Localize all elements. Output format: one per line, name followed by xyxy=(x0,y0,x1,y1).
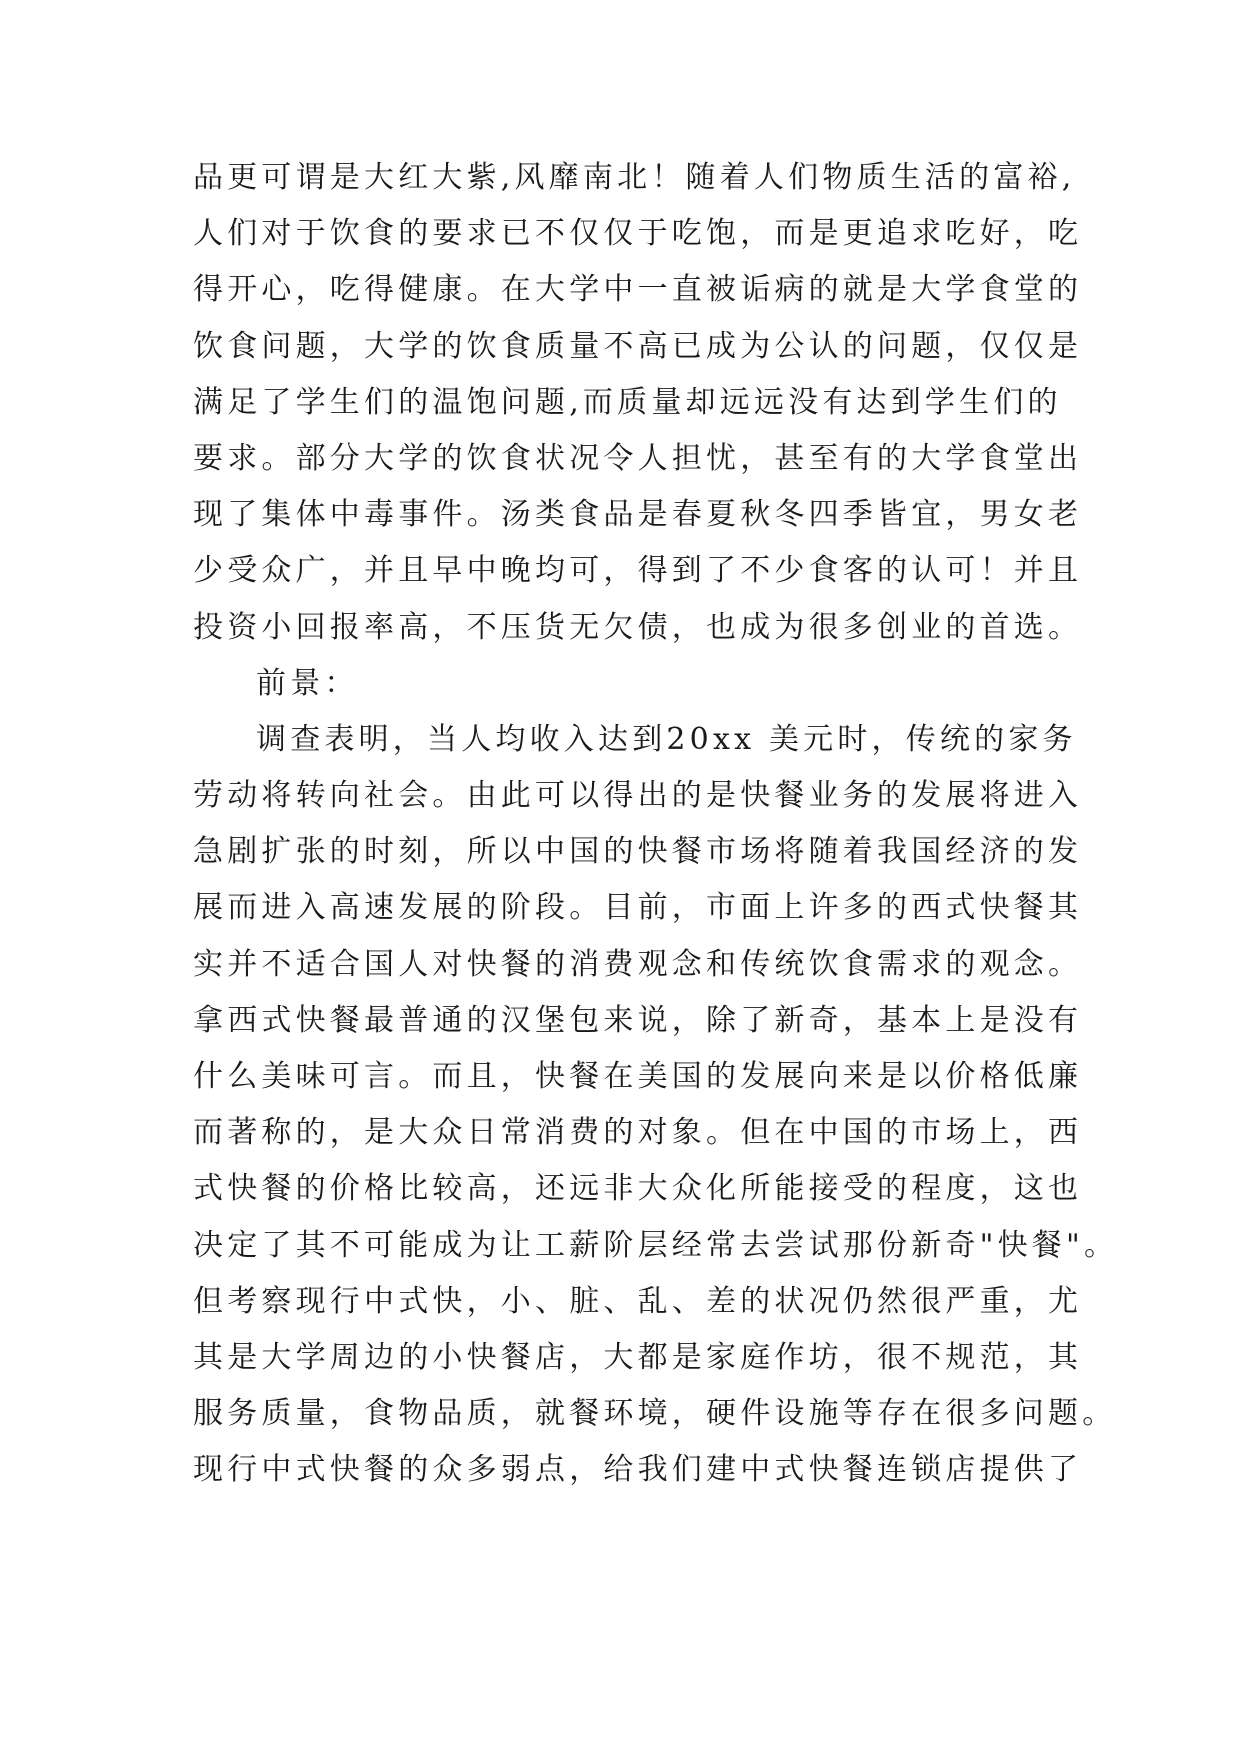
text-line: 前景： xyxy=(256,665,359,701)
text-line: 实并不适合国人对快餐的消费观念和传统饮食需求的观念。 xyxy=(193,946,1083,982)
text-line: 展而进入高速发展的阶段。目前，市面上许多的西式快餐其 xyxy=(193,890,1083,926)
text-line: 拿西式快餐最普通的汉堡包来说，除了新奇，基本上是没有 xyxy=(193,1002,1083,1038)
text-line: 投资小回报率高，不压货无欠债，也成为很多创业的首选。 xyxy=(193,609,1083,645)
text-line: 而著称的，是大众日常消费的对象。但在中国的市场上，西 xyxy=(193,1115,1083,1151)
body-text xyxy=(193,150,1119,1499)
text-line: 现行中式快餐的众多弱点，给我们建中式快餐连锁店提供了 xyxy=(193,1452,1083,1488)
text-line: 品更可谓是大红大紫,风靡南北！随着人们物质生活的富裕, xyxy=(193,160,1076,195)
text-line: 其是大学周边的小快餐店，大都是家庭作坊，很不规范，其 xyxy=(193,1339,1083,1375)
text-line: 但考察现行中式快，小、脏、乱、差的状况仍然很严重，尤 xyxy=(193,1283,1083,1319)
text-line: 决定了其不可能成为让工薪阶层经常去尝试那份新奇"快餐"。 xyxy=(193,1227,1119,1263)
text-line: 调查表明，当人均收入达到20xx 美元时，传统的家务 xyxy=(256,721,1077,757)
text-line: 人们对于饮食的要求已不仅仅于吃饱，而是更追求吃好，吃 xyxy=(193,216,1083,252)
text-line: 急剧扩张的时刻，所以中国的快餐市场将随着我国经济的发 xyxy=(193,834,1083,870)
text-line: 式快餐的价格比较高，还远非大众化所能接受的程度，这也 xyxy=(193,1171,1083,1207)
text-line: 什么美味可言。而且，快餐在美国的发展向来是以价格低廉 xyxy=(193,1059,1083,1094)
text-line: 现了集体中毒事件。汤类食品是春夏秋冬四季皆宜，男女老 xyxy=(193,497,1083,533)
text-line: 少受众广，并且早中晚均可，得到了不少食客的认可！并且 xyxy=(193,553,1083,589)
text-line: 得开心，吃得健康。在大学中一直被诟病的就是大学食堂的 xyxy=(193,272,1083,308)
text-line: 要求。部分大学的饮食状况令人担忧，甚至有的大学食堂出 xyxy=(193,440,1083,476)
text-line: 满足了学生们的温饱问题,而质量却远远没有达到学生们的 xyxy=(193,384,1062,420)
text-line: 饮食问题，大学的饮食质量不高已成为公认的问题，仅仅是 xyxy=(193,328,1083,364)
text-line: 服务质量，食物品质，就餐环境，硬件设施等存在很多问题。 xyxy=(193,1396,1117,1432)
text-line: 劳动将转向社会。由此可以得出的是快餐业务的发展将进入 xyxy=(193,778,1083,814)
